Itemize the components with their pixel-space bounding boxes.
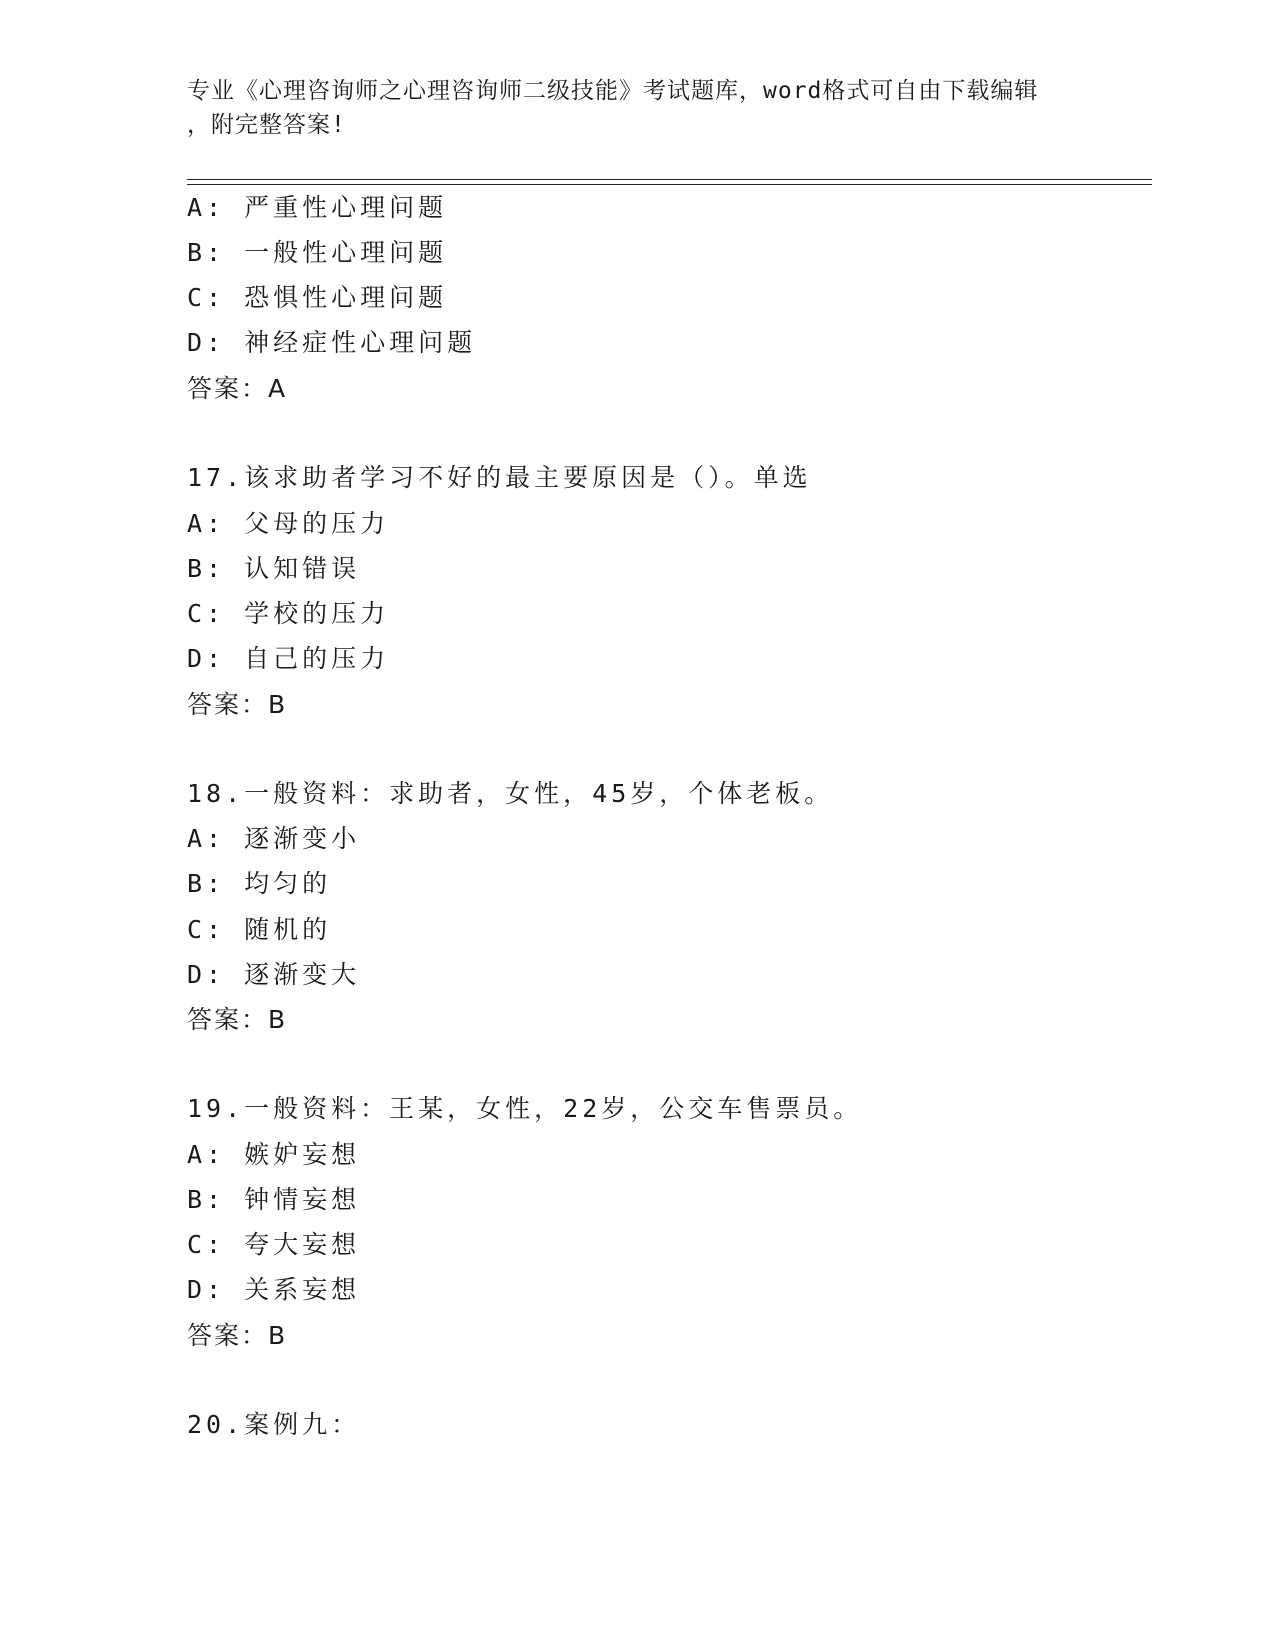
- option-b: B: 一般性心理问题: [187, 238, 448, 267]
- option-a: A: 逐渐变小: [187, 824, 361, 853]
- option-a: A: 父母的压力: [187, 509, 390, 538]
- question-17: 17.该求助者学习不好的最主要原因是（）。单选: [187, 463, 812, 492]
- option-c: C: 恐惧性心理问题: [187, 283, 448, 312]
- option-a: A: 严重性心理问题: [187, 193, 448, 222]
- question-19: 19.一般资料：王某，女性，22岁，公交车售票员。: [187, 1094, 863, 1123]
- answer-line: 答案：A: [187, 374, 288, 403]
- option-d: D: 逐渐变大: [187, 960, 361, 989]
- question-20: 20.案例九：: [187, 1410, 361, 1439]
- answer-line: 答案：B: [187, 1005, 288, 1034]
- answer-line: 答案：B: [187, 690, 288, 719]
- answer-line: 答案：B: [187, 1321, 288, 1350]
- header-line-1: 专业《心理咨询师之心理咨询师二级技能》考试题库，word格式可自由下载编辑: [187, 78, 1039, 104]
- header-line-2: ，附完整答案!: [187, 112, 346, 138]
- option-d: D: 关系妄想: [187, 1275, 361, 1304]
- header-divider-top: [187, 179, 1152, 180]
- option-b: B: 均匀的: [187, 869, 332, 898]
- option-c: C: 夸大妄想: [187, 1230, 361, 1259]
- option-c: C: 学校的压力: [187, 599, 390, 628]
- option-a: A: 嫉妒妄想: [187, 1140, 361, 1169]
- document-header: [187, 74, 1067, 142]
- option-b: B: 认知错误: [187, 554, 361, 583]
- option-b: B: 钟情妄想: [187, 1185, 361, 1214]
- question-18: 18.一般资料：求助者，女性，45岁，个体老板。: [187, 779, 834, 808]
- option-d: D: 自己的压力: [187, 644, 390, 673]
- option-d: D: 神经症性心理问题: [187, 328, 477, 357]
- header-divider-bottom: [187, 184, 1152, 185]
- option-c: C: 随机的: [187, 915, 332, 944]
